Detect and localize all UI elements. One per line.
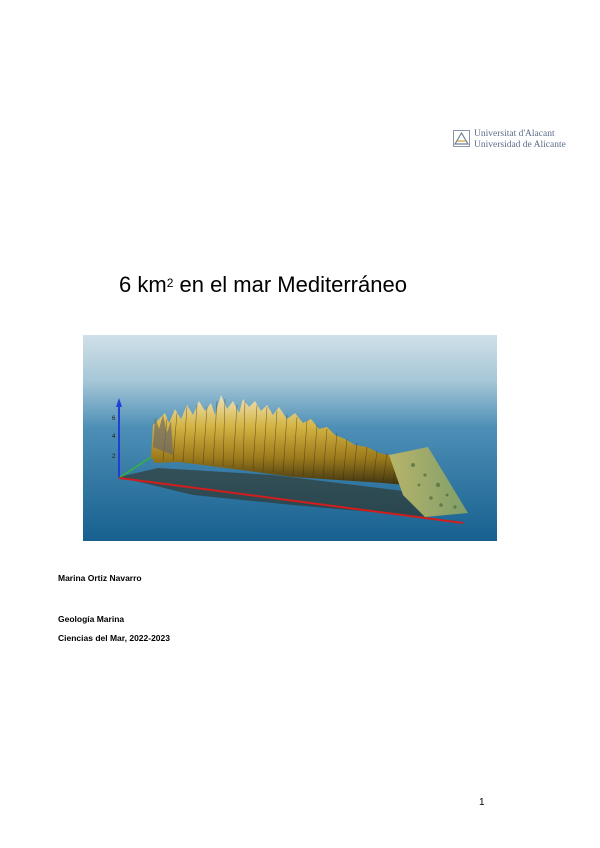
page-title [119,270,407,300]
z-tick-label: 2 [112,454,116,460]
logo-line-2: Universidad de Alicante [474,139,566,150]
z-tick-label: 6 [112,416,116,422]
program-and-year: Ciencias del Mar, 2022-2023 [58,633,170,643]
university-emblem-icon [453,130,470,147]
university-logo [453,129,573,153]
seafloor-3d-figure [83,335,497,541]
z-tick-label: 4 [112,434,116,440]
title-suffix: en el mar Mediterráneo [173,272,407,297]
course-name: Geología Marina [58,614,125,624]
author-name: Marina Ortiz Navarro [58,573,142,583]
page-number: 1 [479,797,485,808]
title-prefix: 6 km [119,272,167,297]
title-superscript: 2 [166,276,174,290]
logo-line-1: Universitat d'Alacant [474,129,555,139]
